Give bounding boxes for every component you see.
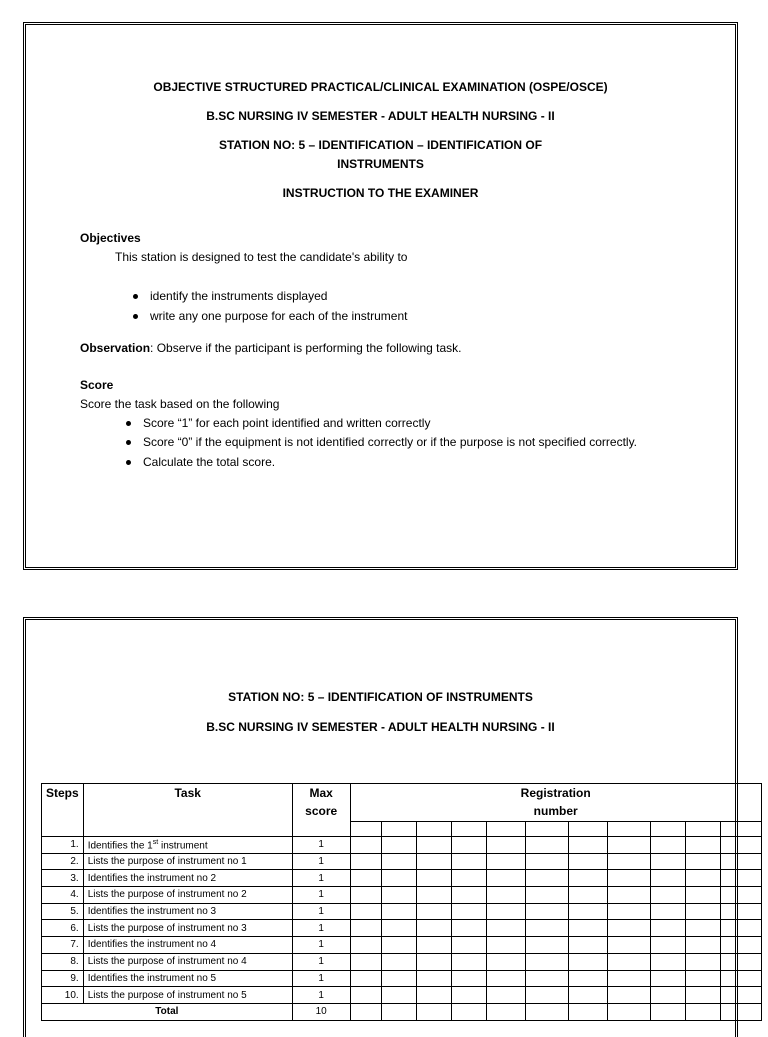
score-rule: Score “0” if the equipment is not identified correctly or if the purpose is not specified correctly. xyxy=(143,435,638,449)
instructions-page xyxy=(23,22,738,570)
table-row xyxy=(42,920,762,937)
task-description xyxy=(83,937,292,954)
registration-score-cell xyxy=(416,837,451,854)
registration-score-cell xyxy=(720,920,761,937)
registration-score-cell xyxy=(720,837,761,854)
step-number: 6. xyxy=(42,920,84,937)
registration-score-cell xyxy=(720,953,761,970)
registration-total-cell xyxy=(650,1003,685,1020)
registration-score-cell xyxy=(486,853,525,870)
registration-score-cell xyxy=(381,837,416,854)
task-text: Identifies the instrument no 5 xyxy=(87,972,217,984)
step-number: 4. xyxy=(42,887,84,904)
bullet-icon xyxy=(133,314,138,319)
registration-score-cell xyxy=(720,853,761,870)
registration-number-cell xyxy=(416,822,451,837)
registration-number-cell xyxy=(350,822,381,837)
registration-score-cell xyxy=(486,987,525,1004)
registration-score-cell xyxy=(525,870,568,887)
task-text: Lists the purpose of instrument no 4 xyxy=(87,956,247,968)
task-description xyxy=(83,920,292,937)
col-header-steps: Steps xyxy=(42,784,84,837)
registration-score-cell xyxy=(650,937,685,954)
max-score-value: 1 xyxy=(292,953,350,970)
registration-total-cell xyxy=(685,1003,720,1020)
registration-score-cell xyxy=(451,903,486,920)
registration-score-cell xyxy=(650,853,685,870)
task-description xyxy=(83,987,292,1004)
max-score-value: 1 xyxy=(292,887,350,904)
registration-score-cell xyxy=(650,870,685,887)
registration-score-cell xyxy=(568,870,607,887)
registration-total-cell xyxy=(525,1003,568,1020)
col-header-max-score xyxy=(292,784,350,837)
registration-total-cell xyxy=(568,1003,607,1020)
registration-total-cell xyxy=(381,1003,416,1020)
registration-score-cell xyxy=(381,903,416,920)
registration-score-cell xyxy=(486,837,525,854)
registration-number-cell xyxy=(685,822,720,837)
registration-total-cell xyxy=(416,1003,451,1020)
table-row xyxy=(42,903,762,920)
task-description xyxy=(83,903,292,920)
max-score-value: 1 xyxy=(292,903,350,920)
bullet-icon xyxy=(126,460,131,465)
task-text: Identifies the instrument no 2 xyxy=(87,872,217,884)
station-title: STATION NO: 5 – IDENTIFICATION OF INSTRUMENTS xyxy=(228,690,533,704)
score-heading: Score xyxy=(80,378,114,392)
registration-score-cell xyxy=(607,937,650,954)
objectives-intro: This station is designed to test the candidate's ability to xyxy=(115,250,408,264)
score-intro: Score the task based on the following xyxy=(80,397,280,411)
registration-score-cell xyxy=(685,937,720,954)
objective-item: write any one purpose for each of the instrument xyxy=(150,309,408,323)
registration-score-cell xyxy=(607,903,650,920)
objectives-heading: Objectives xyxy=(80,231,141,245)
total-max-score: 10 xyxy=(292,1003,350,1020)
task-text-tail: instrument xyxy=(158,840,208,851)
total-label: Total xyxy=(42,1003,293,1020)
registration-score-cell xyxy=(451,937,486,954)
table-row xyxy=(42,887,762,904)
registration-number-cell xyxy=(381,822,416,837)
registration-score-cell xyxy=(525,853,568,870)
registration-total-cell xyxy=(607,1003,650,1020)
bullet-icon xyxy=(126,421,131,426)
registration-number-cell xyxy=(720,822,761,837)
max-score-value: 1 xyxy=(292,970,350,987)
registration-score-cell xyxy=(350,903,381,920)
registration-score-cell xyxy=(350,853,381,870)
step-number: 5. xyxy=(42,903,84,920)
registration-score-cell xyxy=(525,920,568,937)
registration-score-cell xyxy=(568,970,607,987)
registration-score-cell xyxy=(720,887,761,904)
registration-score-cell xyxy=(416,903,451,920)
score-table xyxy=(41,783,762,1021)
step-number: 2. xyxy=(42,853,84,870)
registration-score-cell xyxy=(486,887,525,904)
observation-paragraph xyxy=(80,339,462,357)
registration-score-cell xyxy=(607,887,650,904)
registration-score-cell xyxy=(685,853,720,870)
registration-score-cell xyxy=(350,970,381,987)
registration-score-cell xyxy=(720,987,761,1004)
registration-score-cell xyxy=(568,937,607,954)
registration-score-cell xyxy=(568,953,607,970)
observation-text: : Observe if the participant is performing the following task. xyxy=(150,341,462,355)
task-description xyxy=(83,953,292,970)
max-score-value: 1 xyxy=(292,987,350,1004)
registration-score-cell xyxy=(607,970,650,987)
registration-score-cell xyxy=(568,903,607,920)
registration-score-cell xyxy=(685,920,720,937)
table-row xyxy=(42,870,762,887)
registration-score-cell xyxy=(416,953,451,970)
registration-score-cell xyxy=(650,837,685,854)
step-number: 7. xyxy=(42,937,84,954)
registration-score-cell xyxy=(416,887,451,904)
max-score-value: 1 xyxy=(292,937,350,954)
registration-score-cell xyxy=(607,920,650,937)
registration-score-cell xyxy=(568,920,607,937)
task-text: Identifies the 1 xyxy=(87,840,153,851)
registration-score-cell xyxy=(381,987,416,1004)
registration-score-cell xyxy=(568,887,607,904)
registration-score-cell xyxy=(381,887,416,904)
table-row xyxy=(42,853,762,870)
task-text: Lists the purpose of instrument no 5 xyxy=(87,989,247,1001)
registration-line1: Registration xyxy=(520,786,591,800)
registration-score-cell xyxy=(381,920,416,937)
task-description xyxy=(83,970,292,987)
registration-score-cell xyxy=(350,920,381,937)
registration-score-cell xyxy=(607,853,650,870)
station-title-line1: STATION NO: 5 – IDENTIFICATION – IDENTIFICATION OF xyxy=(218,138,543,152)
registration-score-cell xyxy=(451,887,486,904)
registration-number-cell xyxy=(650,822,685,837)
registration-score-cell xyxy=(381,970,416,987)
score-table-body xyxy=(42,837,762,1021)
registration-score-cell xyxy=(568,987,607,1004)
registration-score-cell xyxy=(525,837,568,854)
registration-score-cell xyxy=(525,987,568,1004)
task-ordinal-suffix: st xyxy=(152,838,159,846)
registration-score-cell xyxy=(650,953,685,970)
registration-score-cell xyxy=(650,903,685,920)
registration-score-cell xyxy=(350,953,381,970)
registration-score-cell xyxy=(685,870,720,887)
registration-score-cell xyxy=(525,903,568,920)
registration-score-cell xyxy=(607,953,650,970)
registration-score-cell xyxy=(685,987,720,1004)
exam-title: OBJECTIVE STRUCTURED PRACTICAL/CLINICAL EXAMINATION (OSPE/OSCE) xyxy=(153,80,608,94)
registration-number-cell xyxy=(568,822,607,837)
registration-score-cell xyxy=(350,837,381,854)
task-text: Lists the purpose of instrument no 1 xyxy=(87,856,247,868)
registration-score-cell xyxy=(381,870,416,887)
task-description xyxy=(83,853,292,870)
registration-score-cell xyxy=(416,987,451,1004)
registration-score-cell xyxy=(720,970,761,987)
registration-score-cell xyxy=(650,987,685,1004)
score-rule: Score “1” for each point identified and written correctly xyxy=(143,416,431,430)
max-score-value: 1 xyxy=(292,837,350,854)
registration-total-cell xyxy=(486,1003,525,1020)
max-score-value: 1 xyxy=(292,920,350,937)
registration-score-cell xyxy=(350,987,381,1004)
objective-item: identify the instruments displayed xyxy=(150,289,328,303)
registration-score-cell xyxy=(381,853,416,870)
registration-line2: number xyxy=(533,804,578,818)
step-number: 9. xyxy=(42,970,84,987)
registration-score-cell xyxy=(650,887,685,904)
registration-score-cell xyxy=(350,887,381,904)
total-row xyxy=(42,1003,762,1020)
registration-score-cell xyxy=(451,853,486,870)
registration-score-cell xyxy=(720,937,761,954)
task-text: Lists the purpose of instrument no 2 xyxy=(87,889,247,901)
bullet-icon xyxy=(126,440,131,445)
task-text: Identifies the instrument no 3 xyxy=(87,906,217,918)
registration-score-cell xyxy=(685,903,720,920)
max-score-line1: Max xyxy=(309,786,333,800)
registration-score-cell xyxy=(685,970,720,987)
table-row xyxy=(42,970,762,987)
registration-score-cell xyxy=(416,970,451,987)
registration-number-cell xyxy=(486,822,525,837)
step-number: 10. xyxy=(42,987,84,1004)
registration-score-cell xyxy=(451,987,486,1004)
registration-score-cell xyxy=(607,870,650,887)
task-text: Identifies the instrument no 4 xyxy=(87,939,217,951)
registration-score-cell xyxy=(486,870,525,887)
course-subtitle: B.SC NURSING IV SEMESTER - ADULT HEALTH NURSING - II xyxy=(206,720,555,734)
registration-number-cell xyxy=(607,822,650,837)
registration-score-cell xyxy=(685,953,720,970)
registration-score-cell xyxy=(350,870,381,887)
task-description xyxy=(83,837,292,854)
registration-score-cell xyxy=(525,937,568,954)
table-row xyxy=(42,837,762,854)
station-title-line2: INSTRUMENTS xyxy=(337,157,424,171)
registration-score-cell xyxy=(525,970,568,987)
table-row xyxy=(42,987,762,1004)
registration-score-cell xyxy=(685,837,720,854)
registration-number-cell xyxy=(525,822,568,837)
bullet-icon xyxy=(133,294,138,299)
step-number: 8. xyxy=(42,953,84,970)
registration-score-cell xyxy=(451,970,486,987)
registration-score-cell xyxy=(486,970,525,987)
registration-score-cell xyxy=(685,887,720,904)
registration-score-cell xyxy=(451,920,486,937)
registration-score-cell xyxy=(486,953,525,970)
examiner-instruction-heading: INSTRUCTION TO THE EXAMINER xyxy=(282,186,479,200)
registration-number-cell xyxy=(451,822,486,837)
registration-score-cell xyxy=(416,870,451,887)
score-rule: Calculate the total score. xyxy=(143,455,276,469)
registration-score-cell xyxy=(607,987,650,1004)
registration-score-cell xyxy=(568,853,607,870)
registration-score-cell xyxy=(607,837,650,854)
registration-score-cell xyxy=(525,887,568,904)
max-score-value: 1 xyxy=(292,853,350,870)
registration-total-cell xyxy=(720,1003,761,1020)
registration-score-cell xyxy=(451,837,486,854)
registration-score-cell xyxy=(486,920,525,937)
registration-score-cell xyxy=(350,937,381,954)
registration-score-cell xyxy=(381,953,416,970)
observation-label: Observation xyxy=(80,341,151,355)
registration-score-cell xyxy=(486,903,525,920)
registration-total-cell xyxy=(451,1003,486,1020)
registration-score-cell xyxy=(568,837,607,854)
registration-score-cell xyxy=(720,870,761,887)
registration-score-cell xyxy=(720,903,761,920)
registration-total-cell xyxy=(350,1003,381,1020)
registration-score-cell xyxy=(416,853,451,870)
step-number: 1. xyxy=(42,837,84,854)
table-row xyxy=(42,937,762,954)
step-number: 3. xyxy=(42,870,84,887)
task-description xyxy=(83,887,292,904)
max-score-line2: score xyxy=(305,804,338,818)
registration-score-cell xyxy=(650,920,685,937)
registration-score-cell xyxy=(416,937,451,954)
max-score-value: 1 xyxy=(292,870,350,887)
registration-score-cell xyxy=(451,870,486,887)
task-text: Lists the purpose of instrument no 3 xyxy=(87,922,247,934)
task-description xyxy=(83,870,292,887)
registration-score-cell xyxy=(381,937,416,954)
table-row xyxy=(42,953,762,970)
registration-score-cell xyxy=(416,920,451,937)
course-subtitle: B.SC NURSING IV SEMESTER - ADULT HEALTH NURSING - II xyxy=(206,109,555,123)
col-header-registration xyxy=(350,784,761,822)
col-header-task: Task xyxy=(83,784,292,837)
registration-score-cell xyxy=(451,953,486,970)
registration-score-cell xyxy=(650,970,685,987)
registration-score-cell xyxy=(486,937,525,954)
registration-score-cell xyxy=(525,953,568,970)
